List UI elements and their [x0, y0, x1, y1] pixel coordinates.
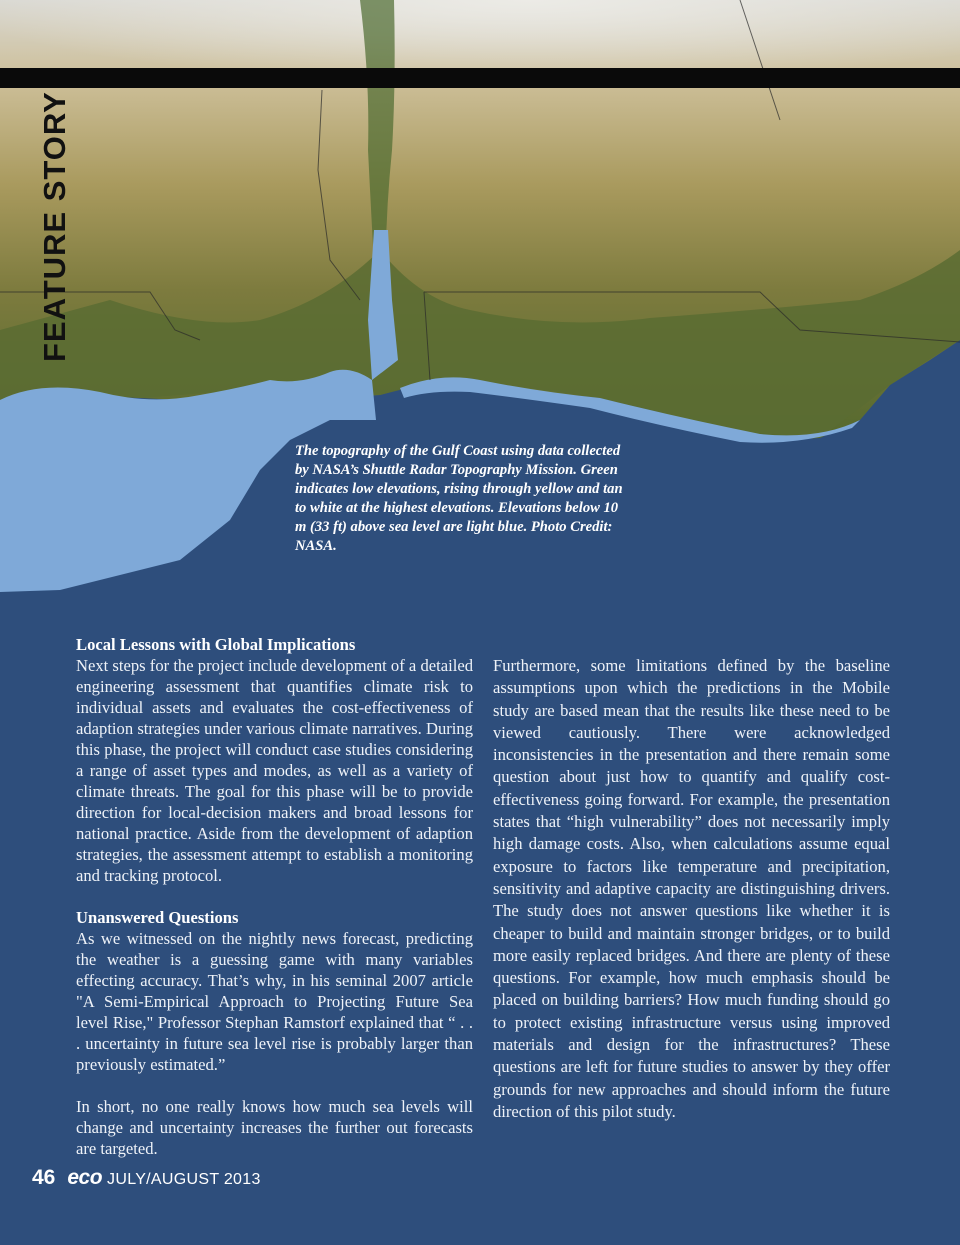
magazine-name: eco	[67, 1166, 103, 1189]
paragraph: As we witnessed on the nightly news forecast, predicting the weather is a guessing game with many variables effecting accuracy. That’s why, in his seminal 2007 article "A Semi-Empirical Approach to Projecting Future Sea level Rise," Professor Stephan Ramstorf explained that “ . . . uncertainty in future sea level rise is probably larger than previously estimated.”	[76, 929, 473, 1074]
page-number: 46	[32, 1166, 56, 1189]
paragraph: Next steps for the project include development of a detailed engineering assessment that quantifies climate risk to individual assets and evaluates the cost-effectiveness of adaption strategies under various climate narratives. During this phase, the project will conduct case studies considering a range of asset types and modes, as well as a variety of climate threats. The goal for this phase will be to provide direction for local-decision makers and broad lessons for national practice. Aside from the development of adaption strategies, the assessment attempt to establish a monitoring and tracking protocol.	[76, 656, 473, 885]
left-column	[76, 634, 473, 1159]
header-bar	[0, 68, 960, 88]
page-footer	[32, 1166, 261, 1194]
section-label: FEATURE STORY	[37, 91, 72, 362]
heading-unanswered-questions: Unanswered Questions	[76, 908, 239, 927]
issue-date: JULY/AUGUST 2013	[107, 1171, 261, 1188]
right-column	[493, 655, 890, 1123]
heading-local-lessons: Local Lessons with Global Implications	[76, 635, 356, 654]
paragraph: In short, no one really knows how much sea levels will change and uncertainty increases the further out forecasts are targeted.	[76, 1097, 473, 1158]
paragraph: Furthermore, some limitations defined by the baseline assumptions upon which the predictions in the Mobile study are based mean that the results like these need to be viewed cautiously. There were acknowledged inconsistencies in the presentation and there remain some question about just how to quantify and qualify cost-effectiveness going forward. For example, the presentation states that “high vulnerability” does not necessarily imply high damage costs. Also, when calculations assume equal exposure to factors like temperature and precipitation, sensitivity and adaptive capacity are distinguishing drivers. The study does not answer questions like whether it is cheaper to build and maintain stronger bridges, or to build more easily replaced bridges. And there are plenty of these questions. For example, how much emphasis should be placed on building barriers? How much funding should go to protect existing infrastructure versus using improved materials and design for the infrastructures? These questions are left for future studies to answer by they offer grounds for new approaches and should inform the future direction of this pilot study.	[493, 656, 890, 1121]
photo-caption: The topography of the Gulf Coast using data collected by NASA’s Shuttle Radar Topography Mission. Green indicates low elevations, rising through yellow and tan to white at the highest elevations. Elevations below 10 m (33 ft) above sea level are light blue. Photo Credit: NASA.	[295, 443, 623, 554]
